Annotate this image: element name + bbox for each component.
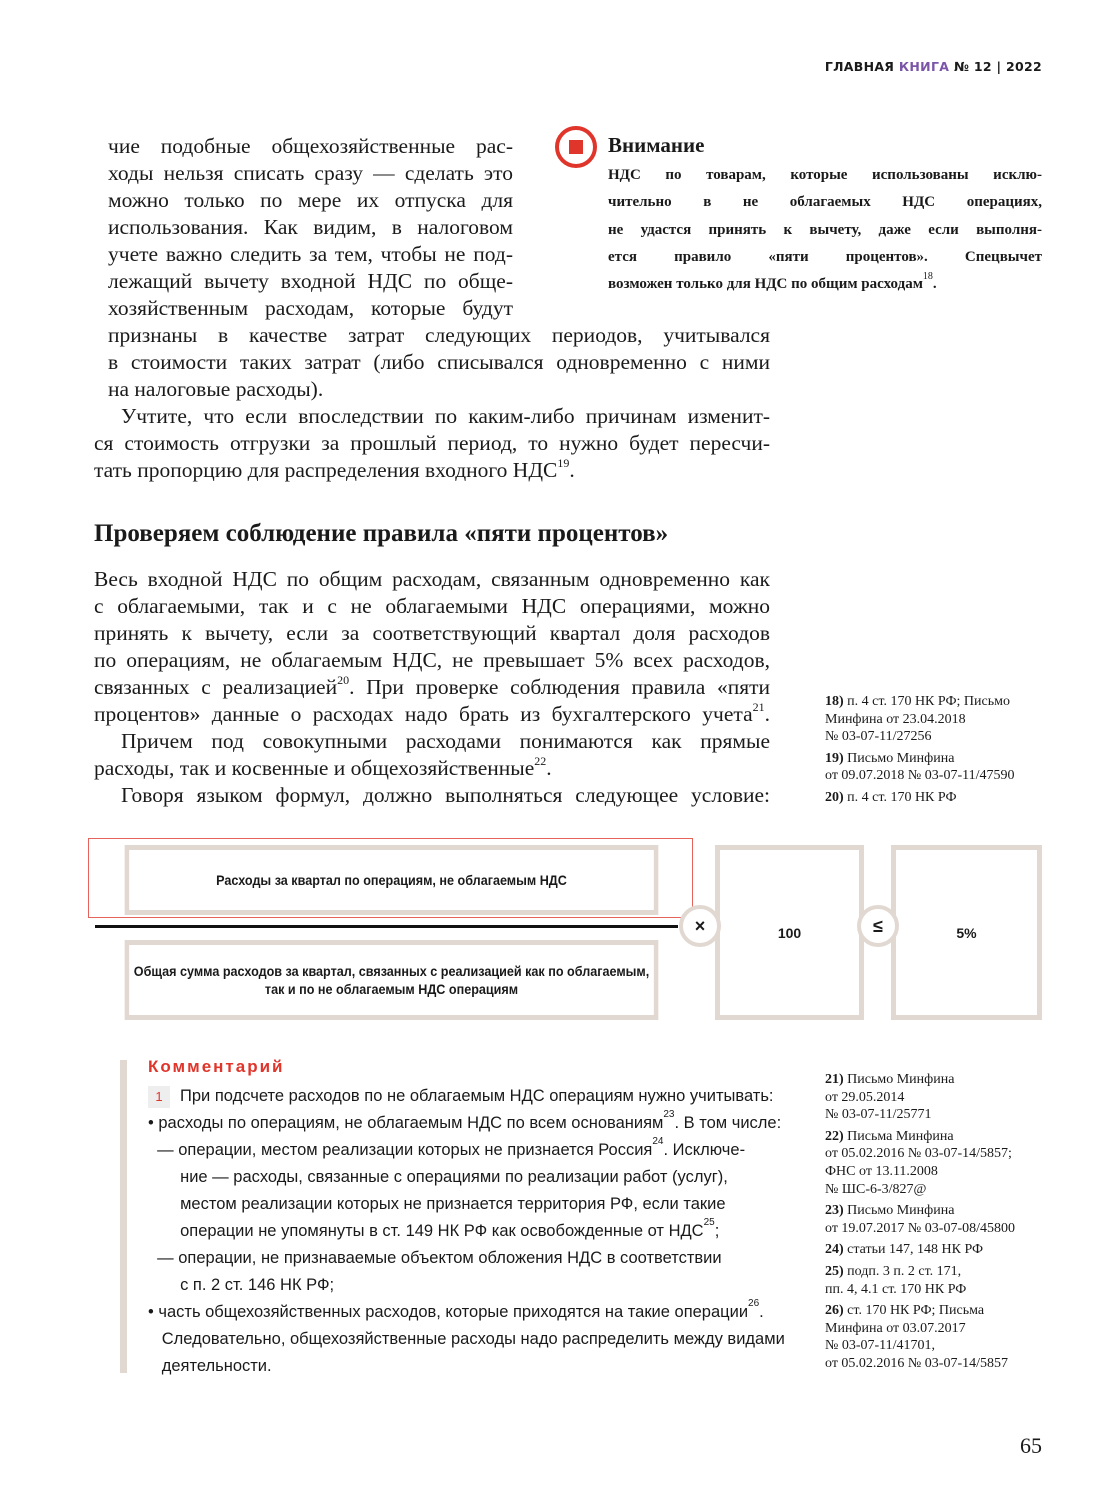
footnote-ref: 25 (703, 1217, 715, 1228)
footnote-line: от 09.07.2018 № 03-07-11/47590 (825, 768, 1015, 784)
footnote-ref: 19 (557, 456, 570, 470)
footnote (825, 1128, 1050, 1198)
text-segment: • часть общехозяйственных расходов, которые приходятся на такие операции (148, 1303, 749, 1321)
footnote-ref: 21 (752, 700, 765, 714)
footnote-line: № 03-07-11/27256 (825, 729, 932, 745)
text-segment: . Исключе- (663, 1141, 746, 1159)
footnote-line: 24) статьи 147, 148 НК РФ (825, 1242, 984, 1258)
footnote-line: № 03-07-11/41701, (825, 1338, 936, 1354)
text-segment: использования. Как видим, в налоговом (108, 215, 513, 239)
text-segment: учете важно следить за тем, чтобы не под- (108, 242, 513, 266)
denominator-text-1: Общая сумма расходов за квартал, связанных с реализацией как по облагаемым, (133, 963, 650, 979)
text-line (94, 620, 770, 647)
formula-denominator (125, 940, 659, 1020)
footnote-line: Минфина от 23.04.2018 (825, 711, 966, 727)
text-segment: признаны в качестве затрат следующих периодов, учитывался (108, 323, 770, 347)
text-segment: местом реализации которых не признается территория РФ, если такие (148, 1195, 726, 1213)
text-segment: операции не упомянуты в ст. 149 НК РФ как освобожденные от НДС (148, 1222, 704, 1240)
numerator-text: Расходы за квартал по операциям, не облагаемым НДС (216, 872, 567, 888)
text-line (108, 133, 513, 160)
text-line (108, 187, 513, 214)
paragraph-1-narrow (108, 133, 513, 322)
footnote (825, 789, 1050, 807)
text-segment: Учтите, что если впоследствии по каким-либо причинам изменит- (121, 404, 770, 428)
brand-name: ГЛАВНАЯ (824, 59, 895, 74)
footnote-line: от 05.02.2016 № 03-07-14/5857 (825, 1355, 1009, 1371)
footnote-line: пп. 4, 4.1 ст. 170 НК РФ (825, 1281, 967, 1297)
footnote-ref: 24 (652, 1136, 664, 1147)
text-line (108, 214, 513, 241)
text-line (94, 430, 770, 457)
page-number: 65 (1020, 1433, 1042, 1458)
text-segment: в стоимости таких затрат (либо списывался одновременно с ними (108, 350, 770, 374)
footnote-number: 20) (825, 789, 848, 805)
multiply-icon: × (679, 905, 721, 947)
paragraph-1-wide (108, 322, 770, 403)
text-segment: ется правило «пяти процентов». Спецвычет (608, 248, 1042, 265)
text-segment: возможен только для НДС по общим расходам (608, 276, 923, 293)
text-segment: ; (714, 1222, 720, 1240)
footnote-line: Минфина от 03.07.2017 (825, 1320, 966, 1336)
footnote-line: 20) п. 4 ст. 170 НК РФ (825, 789, 957, 805)
issue-number: № 12 | 2022 (953, 59, 1042, 74)
text-line (94, 457, 770, 484)
text-segment: Причем под совокупными расходами понимаются как прямые (121, 729, 770, 753)
text-line (608, 271, 1042, 298)
text-line (108, 241, 513, 268)
paragraph-2 (94, 403, 770, 484)
text-line (108, 160, 513, 187)
footnote-line: от 05.02.2016 № 03-07-14/5857; (825, 1146, 1012, 1162)
text-line (108, 322, 770, 349)
footnote-line: № 03-07-11/25771 (825, 1107, 932, 1123)
text-line (94, 647, 770, 674)
text-segment: Весь входной НДС по общим расходам, связанным одновременно как (94, 567, 770, 591)
text-segment: расходы, так и косвенные и общехозяйственные (94, 756, 535, 780)
footnote-number: 22) (825, 1128, 848, 1144)
footnote (825, 1302, 1050, 1372)
text-segment: Говоря языком формул, должно выполняться следующее условие: (121, 783, 770, 807)
text-segment: чие подобные общехозяйственные рас- (108, 134, 513, 158)
footnote-line: 18) п. 4 ст. 170 НК РФ; Письмо (825, 694, 1010, 709)
footnote-number: 21) (825, 1072, 848, 1087)
text-line (608, 189, 1042, 216)
footnote-line: 22) Письма Минфина (825, 1128, 954, 1144)
text-line (608, 162, 1042, 189)
text-segment: . (569, 458, 575, 482)
text-segment: ходы нельзя списать сразу — сделать это (108, 161, 513, 185)
text-line (148, 1326, 785, 1353)
footnote-line: ФНС от 13.11.2008 (825, 1163, 938, 1179)
footnote-ref: 20 (337, 673, 350, 687)
footnote (825, 693, 1050, 746)
text-line (608, 217, 1042, 244)
footnote-number: 25) (825, 1263, 848, 1279)
paragraph-5 (94, 782, 770, 809)
text-line (94, 674, 770, 701)
text-segment: по операциям, не облагаемым НДС, не превышает 5% всех расходов, (94, 648, 770, 672)
footnotes-bottom (825, 1071, 1050, 1377)
footnote-line: 23) Письмо Минфина (825, 1203, 955, 1219)
text-line (148, 1137, 778, 1164)
comment-body (148, 1083, 785, 1380)
fraction-line (95, 925, 678, 928)
text-segment: . (759, 1303, 764, 1321)
text-segment: с облагаемыми, так и с не облагаемыми НДС операциями, можно (94, 594, 770, 618)
paragraph-3 (94, 566, 770, 728)
footnote-line: 19) Письмо Минфина (825, 750, 955, 766)
footnote (825, 750, 1050, 785)
text-line (148, 1245, 778, 1272)
text-line (108, 349, 770, 376)
text-segment: процентов» данные о расходах надо брать из бухгалтерского учета (94, 702, 753, 726)
text-line (148, 1164, 778, 1191)
text-segment: на налоговые расходы). (108, 377, 324, 401)
text-line (94, 593, 770, 620)
text-segment: НДС по товарам, которые использованы исклю- (608, 167, 1042, 183)
text-segment: тать пропорцию для распределения входного НДС (94, 458, 558, 482)
text-line (148, 1272, 778, 1299)
text-segment: . (764, 702, 770, 726)
footnote-number: 23) (825, 1203, 848, 1219)
footnote-ref: 23 (663, 1109, 675, 1120)
footnote (825, 1071, 1050, 1124)
text-segment: не удастся принять к вычету, даже если выполня- (608, 221, 1042, 238)
text-segment: деятельности. (148, 1357, 272, 1375)
footnote (825, 1241, 1050, 1259)
text-segment: — операции, не признаваемые объектом обложения НДС в соответствии (148, 1249, 722, 1267)
comment-intro-text: При подсчете расходов по не облагаемым НДС операциям нужно учитывать: (180, 1087, 774, 1105)
text-segment: . (546, 756, 552, 780)
attention-icon (555, 126, 597, 168)
footnote-number: 24) (825, 1242, 848, 1258)
text-segment: с п. 2 ст. 146 НК РФ; (148, 1276, 335, 1294)
text-segment: . В том числе: (674, 1114, 782, 1132)
limit-text: 5% (956, 924, 977, 941)
text-line (148, 1109, 782, 1137)
text-segment: лежащий вычету входной НДС по обще- (108, 269, 513, 293)
footnote-number: 18) (825, 694, 848, 709)
journal-header (825, 59, 1042, 74)
footnote-ref: 22 (534, 754, 547, 768)
formula-limit (891, 845, 1042, 1020)
footnote-line: 25) подп. 3 п. 2 ст. 171, (825, 1263, 962, 1279)
text-line (148, 1191, 778, 1218)
text-line (94, 403, 770, 430)
text-segment: Следовательно, общехозяйственные расходы надо распределить между видами (148, 1330, 785, 1348)
multiplier-text: 100 (777, 924, 802, 941)
text-line (108, 376, 770, 403)
text-segment: . При проверке соблюдения правила «пяти (349, 675, 770, 699)
footnote (825, 1202, 1050, 1237)
footnote-line: 26) ст. 170 НК РФ; Письма (825, 1303, 985, 1319)
footnote-number: 19) (825, 750, 848, 766)
text-line (148, 1299, 778, 1326)
text-segment: . (932, 276, 937, 293)
footnote-ref: 18 (922, 271, 933, 283)
text-segment: чительно в не облагаемых НДС операциях, (608, 194, 1042, 211)
text-line (94, 755, 770, 782)
comment-list (148, 1109, 785, 1380)
attention-body (608, 162, 1042, 298)
paragraph-4 (94, 728, 770, 782)
text-segment: можно только по мере их отпуска для (108, 188, 513, 212)
less-or-equal-icon: ≤ (857, 905, 899, 947)
comment-bar (120, 1060, 127, 1373)
text-segment: • расходы по операциям, не облагаемым НДС по всем основаниям (148, 1114, 664, 1132)
text-line (94, 782, 770, 809)
footnote-line: 21) Письмо Минфина (825, 1072, 955, 1087)
text-line (108, 268, 513, 295)
footnote-line: от 29.05.2014 (825, 1089, 905, 1105)
text-line (148, 1218, 778, 1245)
comment-title: Комментарий (148, 1057, 285, 1076)
formula-numerator (125, 845, 659, 915)
formula-multiplier (715, 845, 864, 1020)
brand-name-accent: КНИГА (898, 59, 950, 74)
text-segment: ся стоимость отгрузки за прошлый период, то нужно будет пересчи- (94, 431, 770, 455)
attention-title: Внимание (608, 133, 705, 157)
text-segment: — операции, местом реализации которых не признается Россия (148, 1141, 653, 1159)
footnote (825, 1263, 1050, 1298)
text-segment: связанных с реализацией (94, 675, 338, 699)
text-segment: ние — расходы, связанные с операциями по реализации работ (услуг), (148, 1168, 728, 1186)
text-line (148, 1353, 778, 1380)
text-line (94, 728, 770, 755)
footnotes-top (825, 693, 1050, 811)
footnote-number: 26) (825, 1303, 848, 1319)
text-line (94, 566, 770, 593)
text-line (608, 244, 1042, 271)
text-line (94, 701, 770, 728)
section-heading: Проверяем соблюдение правила «пяти процентов» (94, 520, 669, 547)
text-segment: хозяйственным расходам, которые будут (108, 296, 513, 320)
footnote-ref: 26 (748, 1298, 760, 1309)
comment-intro (148, 1083, 778, 1110)
footnote-line: от 19.07.2017 № 03-07-08/45800 (825, 1220, 1016, 1236)
text-segment: принять к вычету, если за соответствующий квартал доля расходов (94, 621, 770, 645)
denominator-text-2: так и по не облагаемым НДС операциям (264, 981, 519, 997)
footnote-line: № ШС-6-3/827@ (825, 1181, 927, 1197)
comment-number: 1 (148, 1086, 170, 1108)
text-line (108, 295, 513, 322)
